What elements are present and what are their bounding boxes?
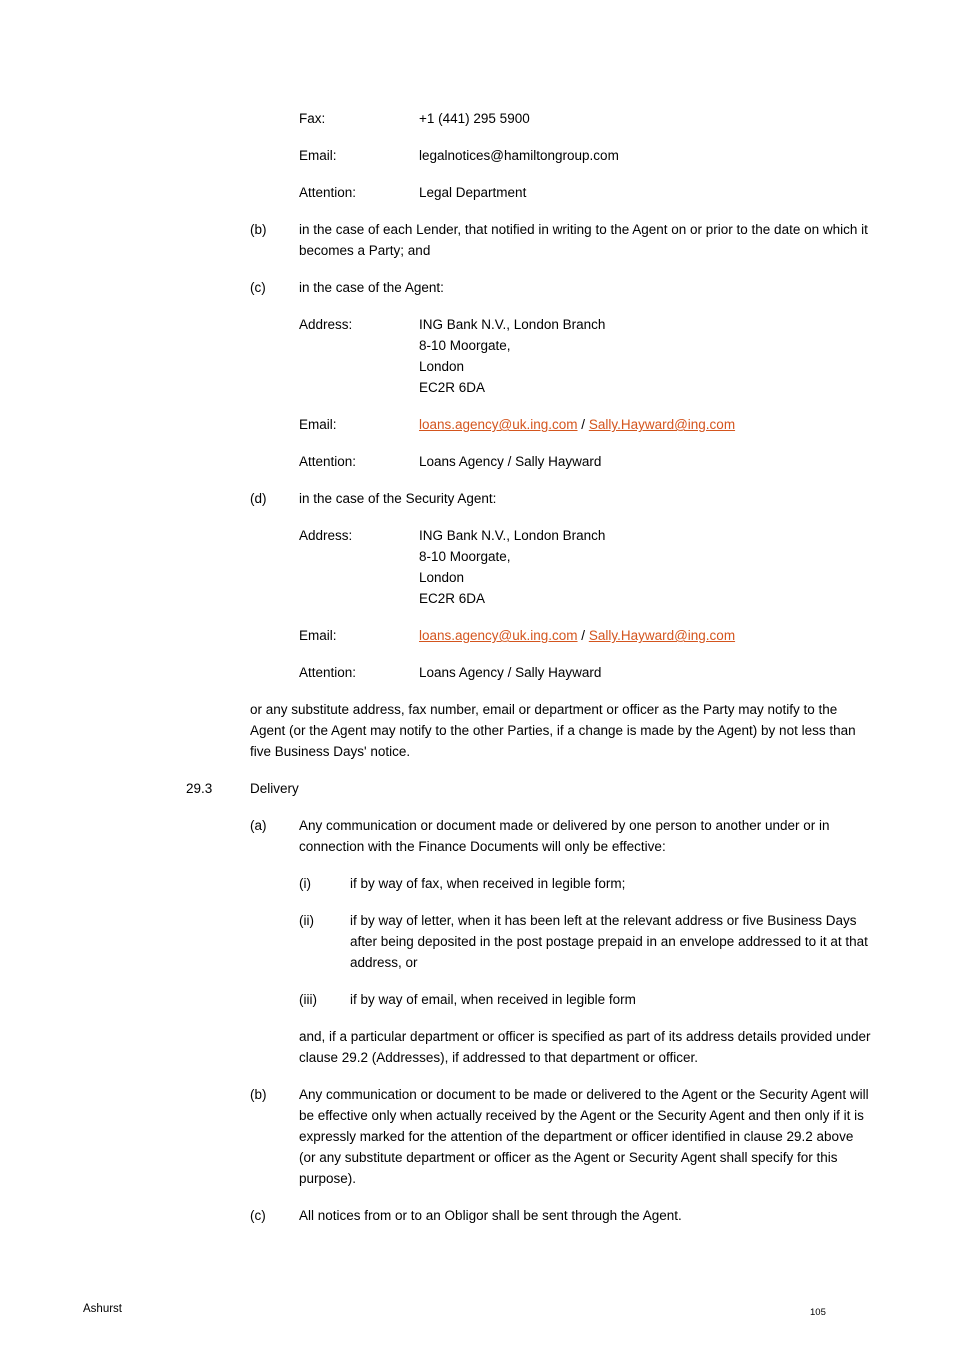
security-agent-attention-value: Loans Agency / Sally Hayward bbox=[419, 665, 602, 680]
section-number: 29.3 bbox=[186, 781, 213, 796]
security-agent-address-row bbox=[299, 525, 965, 609]
delivery-clause-a-marker: (a) bbox=[250, 818, 267, 833]
fax-label: Fax: bbox=[299, 111, 326, 126]
attention-label: Attention: bbox=[299, 185, 357, 200]
page-number: 105 bbox=[810, 1307, 826, 1318]
fax-row bbox=[299, 108, 965, 129]
substitute-address-paragraph: or any substitute address, fax number, email or department or officer as the Party may notify to the Agent (or the Agent may notify to the other Parties, if a change is made by the Agent) by not less than five Business Days' notice. bbox=[250, 702, 856, 759]
delivery-sub-i-marker: (i) bbox=[299, 876, 311, 891]
email-label: Email: bbox=[299, 148, 337, 163]
agent-email-label: Email: bbox=[299, 417, 337, 432]
security-agent-email-link-1[interactable]: loans.agency@uk.ing.com bbox=[419, 628, 578, 643]
clause-d-text: in the case of the Security Agent: bbox=[299, 491, 497, 506]
delivery-sub-ii-marker: (ii) bbox=[299, 913, 314, 928]
page-content bbox=[0, 108, 965, 1242]
agent-email-value bbox=[419, 414, 874, 435]
security-agent-email-row bbox=[299, 625, 965, 646]
delivery-sub-ii bbox=[0, 910, 965, 973]
agent-address-label: Address: bbox=[299, 317, 353, 332]
delivery-clause-c bbox=[0, 1205, 965, 1226]
security-agent-address-line-1: ING Bank N.V., London Branch bbox=[419, 528, 606, 543]
delivery-clause-a-text: Any communication or document made or delivered by one person to another under or in connection with the Finance Documents will only be effective: bbox=[299, 818, 830, 854]
delivery-sub-iii-text: if by way of email, when received in legible form bbox=[350, 992, 636, 1007]
delivery-clause-b bbox=[0, 1084, 965, 1189]
clause-c-marker: (c) bbox=[250, 280, 266, 295]
clause-d-marker: (d) bbox=[250, 491, 267, 506]
email-value: legalnotices@hamiltongroup.com bbox=[419, 148, 619, 163]
agent-address-line-4: EC2R 6DA bbox=[419, 380, 486, 395]
security-agent-address-lines bbox=[419, 525, 874, 609]
security-agent-address-line-2: 8-10 Moorgate, bbox=[419, 549, 511, 564]
agent-address-row bbox=[299, 314, 965, 398]
fax-value: +1 (441) 295 5900 bbox=[419, 111, 530, 126]
agent-attention-row bbox=[299, 451, 965, 472]
agent-address-lines bbox=[419, 314, 874, 398]
delivery-continuation-paragraph: and, if a particular department or officer is specified as part of its address details provided under clause 29.2 (Addresses), if addressed to that department or officer. bbox=[299, 1029, 871, 1065]
clause-b-marker: (b) bbox=[250, 222, 267, 237]
footer-firm-name: Ashurst bbox=[83, 1303, 122, 1315]
security-agent-email-label: Email: bbox=[299, 628, 337, 643]
section-title: Delivery bbox=[250, 781, 299, 796]
attention-row bbox=[299, 182, 965, 203]
security-agent-email-link-2[interactable]: Sally.Hayward@ing.com bbox=[588, 628, 736, 643]
clause-c bbox=[0, 277, 965, 298]
delivery-clause-b-marker: (b) bbox=[250, 1087, 267, 1102]
security-agent-address-label: Address: bbox=[299, 528, 353, 543]
delivery-sub-ii-text: if by way of letter, when it has been left at the relevant address or five Business Days after being deposited in the post postage prepaid in an envelope addressed to it at that address, or bbox=[350, 913, 868, 970]
clause-c-text: in the case of the Agent: bbox=[299, 280, 444, 295]
agent-address-line-2: 8-10 Moorgate, bbox=[419, 338, 511, 353]
security-agent-attention-row bbox=[299, 662, 965, 683]
attention-value: Legal Department bbox=[419, 185, 527, 200]
delivery-clause-c-text: All notices from or to an Obligor shall be sent through the Agent. bbox=[299, 1208, 682, 1223]
delivery-clause-a bbox=[0, 815, 965, 857]
agent-address-line-1: ING Bank N.V., London Branch bbox=[419, 317, 606, 332]
email-row bbox=[299, 145, 965, 166]
security-agent-address-line-4: EC2R 6DA bbox=[419, 591, 486, 606]
agent-attention-label: Attention: bbox=[299, 454, 357, 469]
clause-b bbox=[0, 219, 965, 261]
security-agent-attention-label: Attention: bbox=[299, 665, 357, 680]
agent-email-link-2[interactable]: Sally.Hayward@ing.com bbox=[588, 417, 736, 432]
section-29-3-heading bbox=[0, 778, 965, 799]
security-agent-email-separator: / bbox=[577, 628, 589, 643]
delivery-clause-b-text: Any communication or document to be made or delivered to the Agent or the Security Agent will be effective only when actually received by the Agent or the Security Agent and then only if it is expressly marked for the attention of the department or officer identified in clause 29.2 above (or any substitute department or officer as the Agent or Security Agent shall specify for this purpose). bbox=[299, 1087, 869, 1186]
agent-email-row bbox=[299, 414, 965, 435]
agent-attention-value: Loans Agency / Sally Hayward bbox=[419, 454, 602, 469]
security-agent-email-value bbox=[419, 625, 874, 646]
delivery-sub-i bbox=[0, 873, 965, 894]
agent-email-separator: / bbox=[577, 417, 589, 432]
agent-address-line-3: London bbox=[419, 359, 465, 374]
delivery-clause-c-marker: (c) bbox=[250, 1208, 266, 1223]
agent-email-link-1[interactable]: loans.agency@uk.ing.com bbox=[419, 417, 578, 432]
clause-b-text: in the case of each Lender, that notified in writing to the Agent on or prior to the date on which it becomes a Party; and bbox=[299, 222, 868, 258]
clause-d bbox=[0, 488, 965, 509]
security-agent-address-line-3: London bbox=[419, 570, 465, 585]
delivery-sub-i-text: if by way of fax, when received in legible form; bbox=[350, 876, 626, 891]
delivery-sub-iii bbox=[0, 989, 965, 1010]
delivery-sub-iii-marker: (iii) bbox=[299, 992, 317, 1007]
